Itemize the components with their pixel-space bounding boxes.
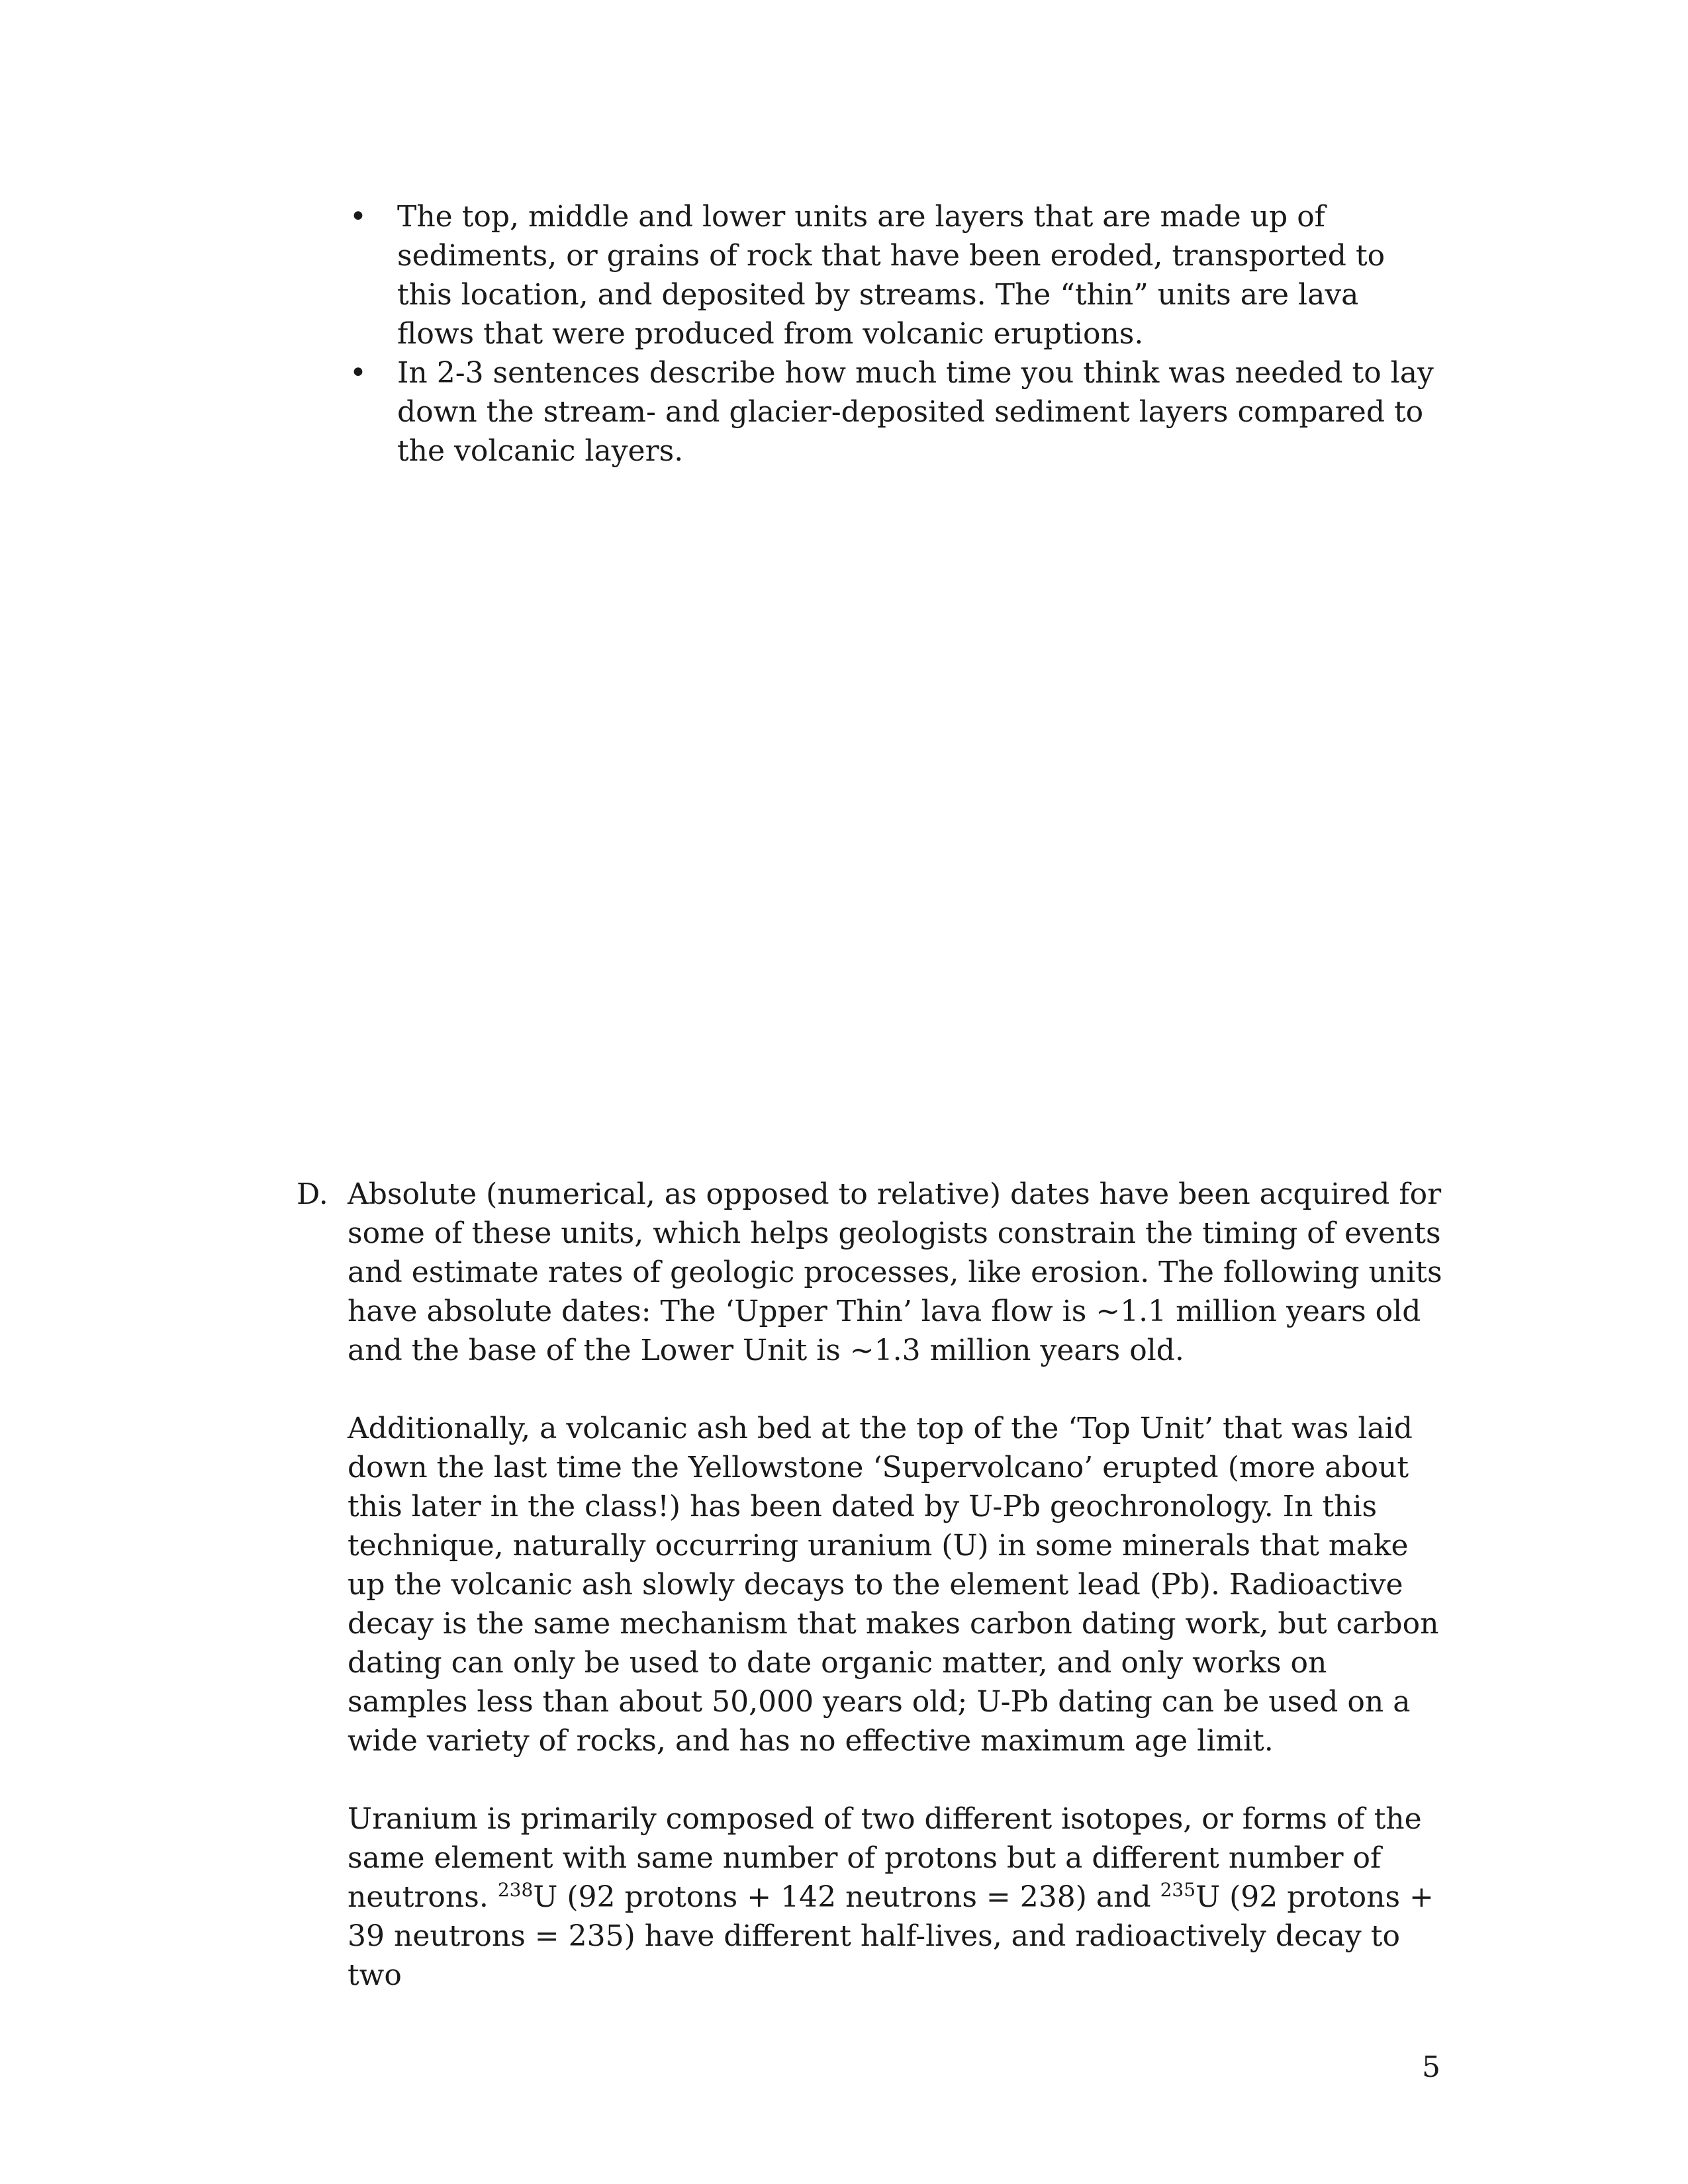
bullet-text: In 2-3 sentences describe how much time you think was needed to lay down the stream- and glacier-deposited sediment layers compared to the volcanic layers. — [397, 356, 1434, 468]
section-letter: D. — [297, 1177, 328, 1211]
section-body — [348, 1175, 1446, 2034]
bullet-list — [350, 197, 1443, 471]
superscript-238: 238 — [497, 1879, 534, 1901]
bullet-dot-icon: • — [350, 356, 367, 390]
page-number: 5 — [1422, 2050, 1440, 2084]
paragraph-absolute-dates: Absolute (numerical, as opposed to relative) dates have been acquired for some of these units, which helps geologists constrain the timing of events and estimate rates of geologic processes, like erosion. The following units have absolute dates: The ‘Upper Thin’ lava flow is ~1.1 million years old and the base of the Lower Unit is ~1.3 million years old. — [348, 1177, 1442, 1367]
uranium-text-1: Uranium is primarily composed of two different isotopes, or forms of the same element with same number of protons but a different number of neutrons. — [348, 1802, 1422, 1914]
superscript-235: 235 — [1160, 1879, 1196, 1901]
bullet-text: The top, middle and lower units are layers that are made up of sediments, or grains of rock that have been eroded, transported to this location, and deposited by streams. The “thin” units are lava flows that were produced from volcanic eruptions. — [397, 200, 1385, 351]
bullet-item — [350, 197, 1443, 353]
paragraph-uranium-isotopes — [348, 1799, 1446, 1995]
bullet-item — [350, 353, 1443, 471]
uranium-text-2: U (92 protons + 142 neutrons = 238) and — [533, 1880, 1160, 1914]
bullet-dot-icon: • — [350, 200, 367, 234]
uranium-text-3: U (92 protons + 39 neutrons = 235) have different half-lives, and radioactively decay to two — [348, 1880, 1434, 1992]
paragraph-volcanic-ash: Additionally, a volcanic ash bed at the top of the ‘Top Unit’ that was laid down the last time the Yellowstone ‘Supervolcano’ erupted (more about this later in the class!) has been dated by U-Pb geochronology. In this technique, naturally occurring uranium (U) in some minerals that make up the volcanic ash slowly decays to the element lead (Pb). Radioactive decay is the same mechanism that makes carbon dating work, but carbon dating can only be used to date organic matter, and only works on samples less than about 50,000 years old; U-Pb dating can be used on a wide variety of rocks, and has no effective maximum age limit. — [348, 1412, 1439, 1758]
